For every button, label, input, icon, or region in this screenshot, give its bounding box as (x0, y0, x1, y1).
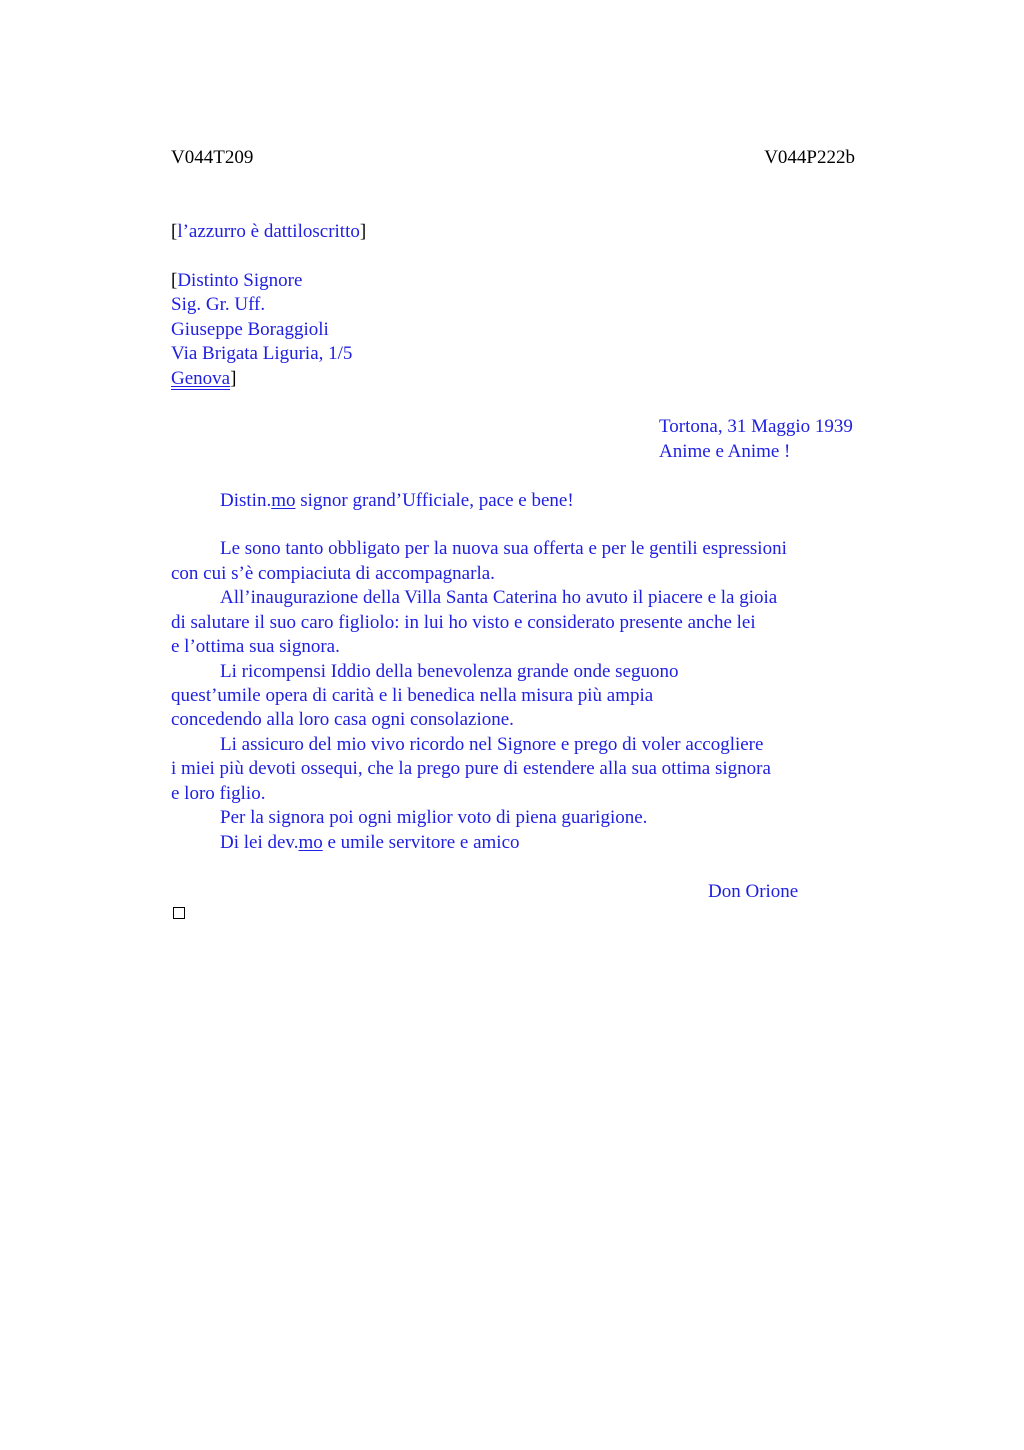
address-line-2: Sig. Gr. Uff. (171, 294, 266, 315)
closing-start: Di lei dev. (220, 832, 299, 853)
body-line: e loro figlio. (171, 783, 266, 804)
salutation-end: signor grand’Ufficiale, pace e bene! (295, 490, 574, 511)
salutation-start: Distin. (220, 490, 272, 511)
closing-line (220, 831, 520, 855)
address-open-bracket: [ (171, 270, 178, 291)
body-line: di salutare il suo caro figliolo: in lui ho visto e considerato presente anche lei (171, 612, 756, 633)
address-line-3: Giuseppe Boraggioli (171, 319, 329, 340)
body-line: Li assicuro del mio vivo ricordo nel Signore e prego di voler accogliere (220, 734, 764, 755)
body-line: concedendo alla loro casa ogni consolazione. (171, 709, 514, 730)
document-code-left: V044T209 (171, 147, 254, 168)
salutation (220, 489, 574, 513)
signature: Don Orione (708, 881, 799, 902)
body-line: con cui s’è compiaciuta di accompagnarla. (171, 563, 495, 584)
body-line: Per la signora poi ogni miglior voto di piena guarigione. (220, 807, 648, 828)
address-line-4: Via Brigata Liguria, 1/5 (171, 343, 353, 364)
address-city-line (171, 367, 236, 391)
body-line: e l’ottima sua signora. (171, 636, 340, 657)
body-line: i miei più devoti ossequi, che la prego pure di estendere alla sua ottima signora (171, 758, 771, 779)
document-code-right: V044P222b (764, 147, 855, 168)
motto: Anime e Anime ! (659, 441, 791, 462)
body-line: quest’umile opera di carità e li benedica nella misura più ampia (171, 685, 654, 706)
note-open-bracket: [ (171, 221, 178, 242)
address-line-1 (171, 269, 302, 293)
body-line: Li ricompensi Iddio della benevolenza grande onde seguono (220, 661, 679, 682)
address-city: Genova (171, 368, 231, 389)
note-text: l’azzurro è dattiloscritto (177, 221, 360, 242)
closing-abbreviation: mo (298, 832, 323, 853)
address-close-bracket: ] (230, 368, 237, 389)
note-close-bracket: ] (359, 221, 367, 242)
salutation-abbreviation: mo (271, 490, 296, 511)
closing-end: e umile servitore e amico (322, 832, 520, 853)
place-date: Tortona, 31 Maggio 1939 (659, 416, 853, 437)
editorial-note (171, 220, 366, 244)
end-marker-square-icon (173, 907, 185, 919)
address-salutation: Distinto Signore (177, 270, 303, 291)
body-line: All’inaugurazione della Villa Santa Caterina ho avuto il piacere e la gioia (220, 587, 778, 608)
body-line: Le sono tanto obbligato per la nuova sua offerta e per le gentili espressioni (220, 538, 787, 559)
